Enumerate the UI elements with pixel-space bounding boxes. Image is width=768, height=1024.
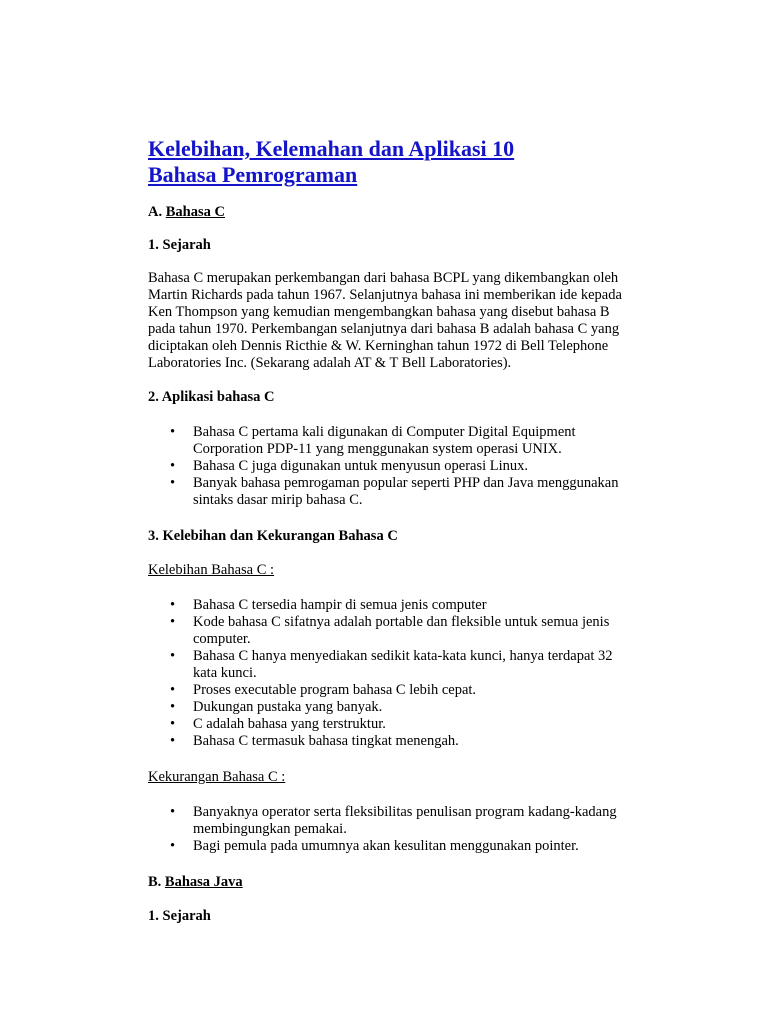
list-item-line: • Banyak bahasa pemrogaman popular seperti PHP dan Java menggunakan (193, 475, 619, 491)
section-b-history-heading: 1. Sejarah (148, 908, 211, 924)
list-item-line: • Dukungan pustaka yang banyak. (193, 699, 383, 715)
document-title[interactable] (148, 136, 708, 188)
list-item-line: sintaks dasar mirip bahasa C. (193, 492, 363, 508)
history-line: Bahasa C merupakan perkembangan dari bahasa BCPL yang dikembangkan oleh (148, 270, 619, 286)
list-item-line: membingungkan pemakai. (193, 821, 347, 837)
list-item-line: • Bahasa C hanya menyediakan sedikit kata-kata kunci, hanya terdapat 32 (193, 648, 613, 664)
cons-label: Kekurangan Bahasa C : (148, 769, 286, 785)
title-line-1[interactable]: Kelebihan, Kelemahan dan Aplikasi 10 (148, 136, 515, 161)
section-b-link[interactable]: Bahasa Java (164, 874, 243, 890)
section-a-history-paragraph (148, 270, 668, 372)
list-item (148, 804, 663, 838)
section-a-prefix: A. (148, 204, 166, 220)
history-line: pada tahun 1970. Perkembangan selanjutnya dari bahasa B adalah bahasa C yang (148, 321, 620, 337)
section-a-heading (148, 204, 708, 221)
history-line: Laboratories Inc. (Sekarang adalah AT & T Bell Laboratories). (148, 355, 512, 371)
document-page (148, 136, 708, 925)
section-b-prefix: B. (148, 874, 165, 890)
section-a-history-heading: 1. Sejarah (148, 237, 211, 253)
section-a-apps-heading: 2. Aplikasi bahasa C (148, 389, 275, 405)
pros-label: Kelebihan Bahasa C : (148, 562, 275, 578)
title-line-2[interactable]: Bahasa Pemrograman (148, 162, 358, 187)
list-item (148, 699, 663, 716)
section-b-heading (148, 874, 708, 891)
list-item (148, 597, 663, 614)
pros-list (148, 597, 708, 750)
list-item-line: • Banyaknya operator serta fleksibilitas penulisan program kadang-kadang (193, 804, 617, 820)
list-item-line: kata kunci. (193, 665, 257, 681)
list-item (148, 424, 663, 458)
section-a-pros-cons-heading: 3. Kelebihan dan Kekurangan Bahasa C (148, 528, 398, 544)
section-a-link[interactable]: Bahasa C (165, 204, 225, 220)
list-item (148, 682, 663, 699)
list-item-line: Corporation PDP-11 yang menggunakan system operasi UNIX. (193, 441, 562, 457)
history-line: diciptakan oleh Dennis Ricthie & W. Kerninghan tahun 1972 di Bell Telephone (148, 338, 609, 354)
list-item (148, 458, 663, 475)
list-item (148, 838, 663, 855)
list-item-line: • Bahasa C tersedia hampir di semua jenis computer (193, 597, 487, 613)
list-item-line: • Bagi pemula pada umumnya akan kesulitan menggunakan pointer. (193, 838, 579, 854)
history-line: Ken Thompson yang kemudian mengembangkan bahasa yang disebut bahasa B (148, 304, 610, 320)
apps-list (148, 424, 708, 509)
cons-list (148, 804, 708, 855)
list-item (148, 716, 663, 733)
list-item (148, 475, 663, 509)
list-item (148, 648, 663, 682)
list-item (148, 614, 663, 648)
list-item (148, 733, 663, 750)
history-line: Martin Richards pada tahun 1967. Selanjutnya bahasa ini memberikan ide kepada (148, 287, 622, 303)
list-item-line: • Proses executable program bahasa C lebih cepat. (193, 682, 477, 698)
list-item-line: • Bahasa C pertama kali digunakan di Computer Digital Equipment (193, 424, 576, 440)
list-item-line: • C adalah bahasa yang terstruktur. (193, 716, 386, 732)
list-item-line: computer. (193, 631, 251, 647)
list-item-line: • Bahasa C termasuk bahasa tingkat menengah. (193, 733, 459, 749)
list-item-line: • Kode bahasa C sifatnya adalah portable dan fleksible untuk semua jenis (193, 614, 610, 630)
list-item-line: • Bahasa C juga digunakan untuk menyusun operasi Linux. (193, 458, 529, 474)
